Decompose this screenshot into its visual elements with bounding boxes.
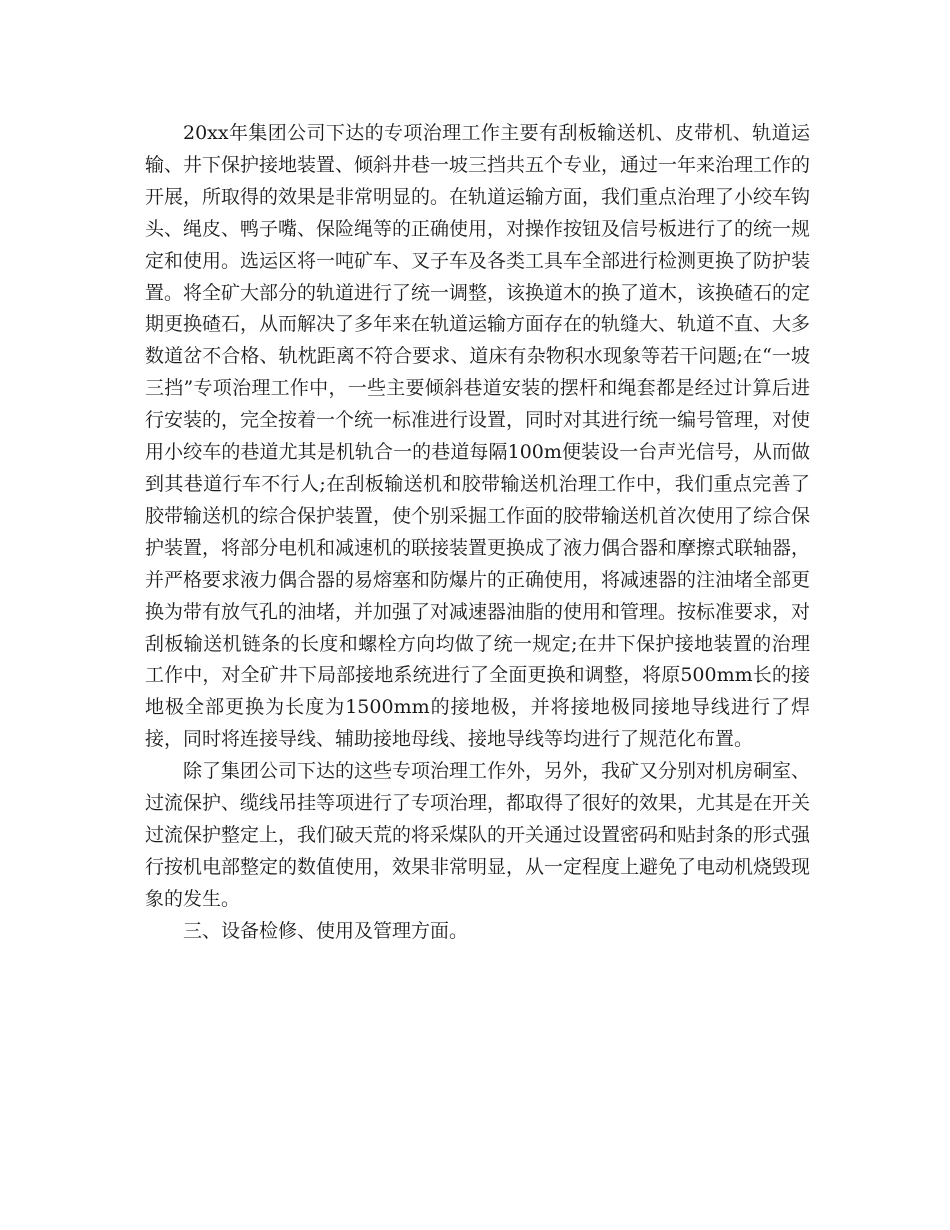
document-page bbox=[145, 118, 810, 948]
section-heading-equipment-maintenance: 三、设备检修、使用及管理方面。 bbox=[183, 919, 469, 942]
paragraph-additional-governance: 除了集团公司下达的这些专项治理工作外，另外，我矿又分别对机房硐室、过流保护、缆线吊挂等项进行了专项治理，都取得了很好的效果，尤其是在开关过流保护整定上，我们破天荒的将采煤队的开关通过设置密码和贴封条的形式强行按机电部整定的数值使用，效果非常明显，从一定程度上避免了电动机烧毁现象的发生。 bbox=[145, 760, 811, 910]
paragraph-special-governance: 20xx年集团公司下达的专项治理工作主要有刮板输送机、皮带机、轨道运输、井下保护接地装置、倾斜井巷一坡三挡共五个专业，通过一年来治理工作的开展，所取得的效果是非常明显的。在轨道运输方面，我们重点治理了小绞车钩头、绳皮、鸭子嘴、保险绳等的正确使用，对操作按钮及信号板进行了的统一规定和使用。选运区将一吨矿车、叉子车及各类工具车全部进行检测更换了防护装置。将全矿大部分的轨道进行了统一调整，该换道木的换了道木，该换碴石的定期更换碴石，从而解决了多年来在轨道运输方面存在的轨缝大、轨道不直、大多数道岔不合格、轨枕距离不符合要求、道床有杂物积水现象等若干问题;在“一坡三挡”专项治理工作中，一些主要倾斜巷道安装的摆杆和绳套都是经过计算后进行安装的，完全按着一个统一标准进行设置，同时对其进行统一编号管理，对使用小绞车的巷道尤其是机轨合一的巷道每隔100m便装设一台声光信号，从而做到其巷道行车不行人;在刮板输送机和胶带输送机治理工作中，我们重点完善了胶带输送机的综合保护装置，使个别采掘工作面的胶带输送机首次使用了综合保护装置，将部分电机和减速机的联接装置更换成了液力偶合器和摩擦式联轴器，并严格要求液力偶合器的易熔塞和防爆片的正确使用，将减速器的注油堵全部更换为带有放气孔的油堵，并加强了对减速器油脂的使用和管理。按标准要求，对刮板输送机链条的长度和螺栓方向均做了统一规定;在井下保护接地装置的治理工作中，对全矿井下局部接地系统进行了全面更换和调整，将原500mm长的接地极全部更换为长度为1500mm的接地极，并将接地极同接地导线进行了焊接，同时将连接导线、辅助接地母线、接地导线等均进行了规范化布置。 bbox=[145, 122, 811, 751]
